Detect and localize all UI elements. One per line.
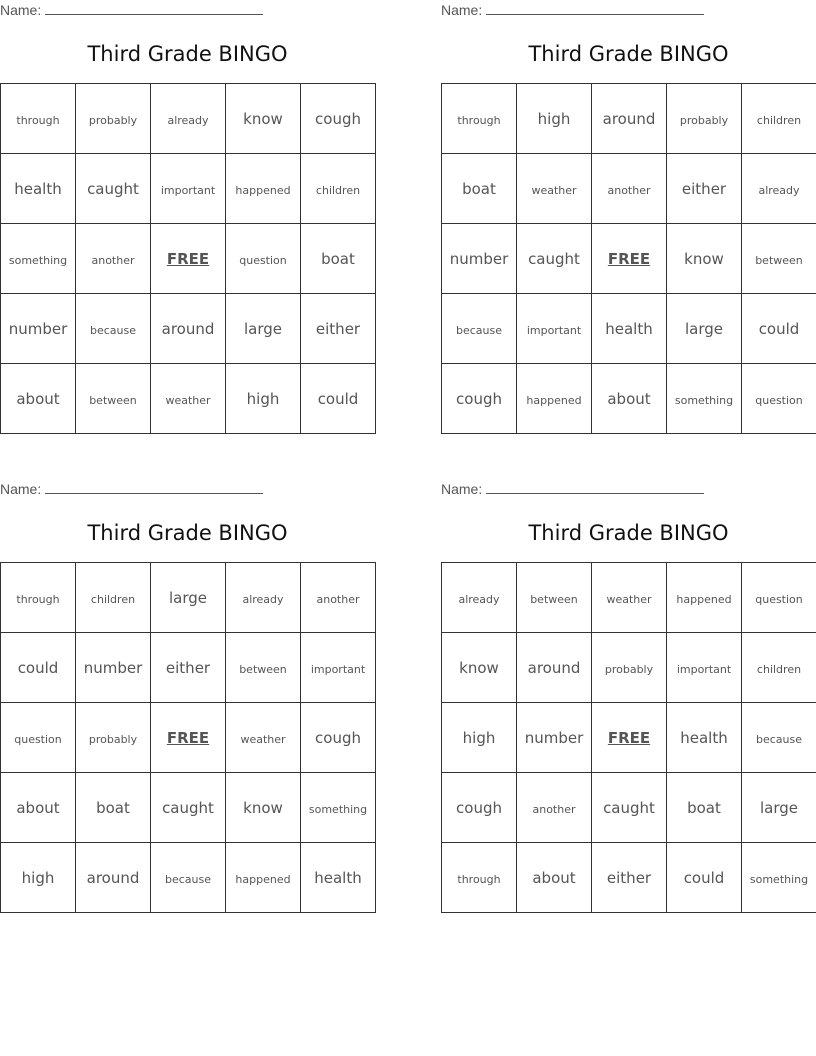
word-cell [517,563,592,633]
word-cell [1,224,76,294]
name-blank-line [486,481,704,494]
word-cell [76,154,151,224]
grid-row [1,633,376,703]
word-cell [667,154,742,224]
word-cell [226,364,301,434]
word-label: children [90,593,136,606]
word-cell [151,563,226,633]
word-cell [226,224,301,294]
word-label: important [310,663,366,676]
word-label: around [527,659,581,677]
word-label: cough [456,390,502,408]
word-cell [592,84,667,154]
word-label: children [756,663,802,676]
word-label: something [749,873,809,886]
free-space-cell [151,224,226,294]
word-cell [442,294,517,364]
word-label: between [239,663,287,676]
free-space-cell [151,703,226,773]
word-cell [517,773,592,843]
word-label: already [758,184,800,197]
word-cell [226,773,301,843]
word-label: boat [687,799,721,817]
bingo-card [441,479,816,914]
name-field [441,481,704,497]
word-label: number [8,320,68,338]
word-cell [742,294,816,364]
grid-row [442,154,816,224]
name-label: Name: [441,481,483,497]
bingo-card [0,479,375,914]
word-label: already [167,114,209,127]
word-cell [517,633,592,703]
word-label: through [16,593,60,606]
word-label: between [89,394,137,407]
grid-row [1,154,376,224]
word-cell [1,154,76,224]
word-label: happened [526,394,582,407]
grid-row [1,294,376,364]
word-cell [517,84,592,154]
word-cell [151,633,226,703]
word-label: health [680,729,728,747]
word-cell [1,703,76,773]
word-cell [442,563,517,633]
card-title: Third Grade BINGO [528,521,729,545]
word-cell [1,843,76,913]
word-cell [667,84,742,154]
word-label: know [243,110,283,128]
word-label: could [758,320,800,338]
word-label: high [246,390,280,408]
word-cell [742,84,816,154]
name-label: Name: [0,481,42,497]
word-cell [76,364,151,434]
word-label: caught [87,180,139,198]
word-cell [226,563,301,633]
word-label: through [16,114,60,127]
grid-row [1,364,376,434]
word-label: question [755,394,803,407]
word-cell [1,364,76,434]
grid-row [1,773,376,843]
word-label: either [315,320,361,338]
word-label: high [462,729,496,747]
word-label: around [161,320,215,338]
word-label: something [308,803,368,816]
name-field [441,2,704,18]
word-label: could [317,390,359,408]
word-label: already [242,593,284,606]
free-space-label: FREE [607,729,651,747]
name-blank-line [486,2,704,15]
word-label: happened [676,593,732,606]
word-cell [1,84,76,154]
word-cell [667,633,742,703]
word-cell [667,224,742,294]
word-cell [1,773,76,843]
word-label: already [458,593,500,606]
word-cell [301,84,376,154]
word-label: happened [235,184,291,197]
word-cell [667,843,742,913]
word-cell [742,703,816,773]
word-label: between [755,254,803,267]
word-label: another [316,593,360,606]
word-cell [226,294,301,364]
grid-row [1,563,376,633]
word-cell [742,154,816,224]
word-label: know [243,799,283,817]
word-cell [592,773,667,843]
word-cell [301,563,376,633]
grid-row [442,294,816,364]
word-cell [151,773,226,843]
word-label: happened [235,873,291,886]
word-label: another [607,184,651,197]
word-cell [742,224,816,294]
word-cell [667,364,742,434]
word-label: children [315,184,361,197]
word-label: number [83,659,143,677]
word-cell [517,364,592,434]
word-label: because [89,324,136,337]
grid-row [442,703,816,773]
word-label: high [537,110,571,128]
word-label: around [86,869,140,887]
grid-row [442,633,816,703]
word-label: through [457,873,501,886]
word-label: about [532,869,576,887]
word-cell [226,84,301,154]
word-label: because [164,873,211,886]
word-label: important [676,663,732,676]
grid-row [442,843,816,913]
word-label: about [16,390,60,408]
word-label: because [755,733,802,746]
word-label: large [243,320,282,338]
word-label: caught [162,799,214,817]
word-label: weather [240,733,286,746]
word-cell [442,633,517,703]
word-cell [76,703,151,773]
word-cell [1,563,76,633]
word-cell [301,364,376,434]
word-cell [226,154,301,224]
word-label: could [17,659,59,677]
word-cell [667,563,742,633]
word-label: question [239,254,287,267]
bingo-grid [441,83,816,434]
word-label: either [606,869,652,887]
word-cell [517,703,592,773]
word-cell [76,294,151,364]
word-cell [517,294,592,364]
word-cell [742,364,816,434]
word-label: boat [321,250,355,268]
grid-row [1,224,376,294]
word-label: weather [531,184,577,197]
word-label: important [526,324,582,337]
word-cell [76,84,151,154]
word-cell [592,294,667,364]
word-cell [667,294,742,364]
word-label: health [314,869,362,887]
word-cell [76,633,151,703]
word-cell [301,294,376,364]
grid-row [1,84,376,154]
word-label: something [8,254,68,267]
word-cell [226,633,301,703]
word-cell [301,633,376,703]
word-label: know [459,659,499,677]
word-cell [151,364,226,434]
word-label: between [530,593,578,606]
card-title: Third Grade BINGO [87,42,288,66]
word-label: number [524,729,584,747]
free-space-label: FREE [166,250,210,268]
word-cell [151,294,226,364]
word-label: large [684,320,723,338]
word-label: another [91,254,135,267]
word-cell [517,154,592,224]
word-label: about [607,390,651,408]
word-label: caught [603,799,655,817]
name-field [0,2,263,18]
word-label: boat [96,799,130,817]
word-cell [151,154,226,224]
word-label: health [605,320,653,338]
word-label: something [674,394,734,407]
word-label: probably [679,114,729,127]
name-blank-line [45,481,263,494]
word-label: number [449,250,509,268]
word-cell [442,224,517,294]
word-cell [226,843,301,913]
word-cell [301,703,376,773]
word-cell [442,843,517,913]
word-label: large [168,589,207,607]
grid-row [1,843,376,913]
name-label: Name: [0,2,42,18]
word-label: because [455,324,502,337]
grid-row [442,364,816,434]
word-label: probably [88,114,138,127]
word-cell [301,773,376,843]
word-cell [517,224,592,294]
word-cell [742,633,816,703]
word-label: weather [165,394,211,407]
free-space-cell [592,703,667,773]
card-title: Third Grade BINGO [528,42,729,66]
grid-row [442,773,816,843]
word-label: health [14,180,62,198]
word-label: question [14,733,62,746]
word-cell [667,703,742,773]
word-cell [592,364,667,434]
bingo-grid [0,562,376,913]
word-label: important [160,184,216,197]
word-label: children [756,114,802,127]
word-label: cough [315,110,361,128]
word-cell [442,84,517,154]
word-label: cough [315,729,361,747]
word-cell [151,84,226,154]
word-cell [76,843,151,913]
word-label: could [683,869,725,887]
word-label: caught [528,250,580,268]
word-cell [301,154,376,224]
word-cell [592,154,667,224]
word-cell [442,154,517,224]
grid-row [442,224,816,294]
word-cell [76,224,151,294]
word-cell [592,633,667,703]
word-label: weather [606,593,652,606]
free-space-cell [592,224,667,294]
word-label: either [681,180,727,198]
word-cell [442,773,517,843]
word-cell [442,703,517,773]
word-label: either [165,659,211,677]
word-cell [1,294,76,364]
word-label: another [532,803,576,816]
word-cell [76,563,151,633]
bingo-grid [441,562,816,913]
word-cell [151,843,226,913]
bingo-card [441,0,816,435]
word-cell [301,224,376,294]
word-cell [226,703,301,773]
word-label: large [759,799,798,817]
word-cell [517,843,592,913]
bingo-grid [0,83,376,434]
name-field [0,481,263,497]
word-label: know [684,250,724,268]
word-label: probably [604,663,654,676]
word-cell [301,843,376,913]
bingo-card [0,0,375,435]
word-label: question [755,593,803,606]
word-cell [592,563,667,633]
card-title: Third Grade BINGO [87,521,288,545]
grid-row [442,563,816,633]
word-cell [742,563,816,633]
word-label: probably [88,733,138,746]
word-label: boat [462,180,496,198]
grid-row [1,703,376,773]
word-cell [742,843,816,913]
free-space-label: FREE [166,729,210,747]
word-cell [592,843,667,913]
word-label: around [602,110,656,128]
word-cell [1,633,76,703]
name-blank-line [45,2,263,15]
word-cell [742,773,816,843]
grid-row [442,84,816,154]
free-space-label: FREE [607,250,651,268]
word-cell [76,773,151,843]
word-label: about [16,799,60,817]
word-label: through [457,114,501,127]
word-cell [667,773,742,843]
word-label: cough [456,799,502,817]
word-label: high [21,869,55,887]
name-label: Name: [441,2,483,18]
word-cell [442,364,517,434]
